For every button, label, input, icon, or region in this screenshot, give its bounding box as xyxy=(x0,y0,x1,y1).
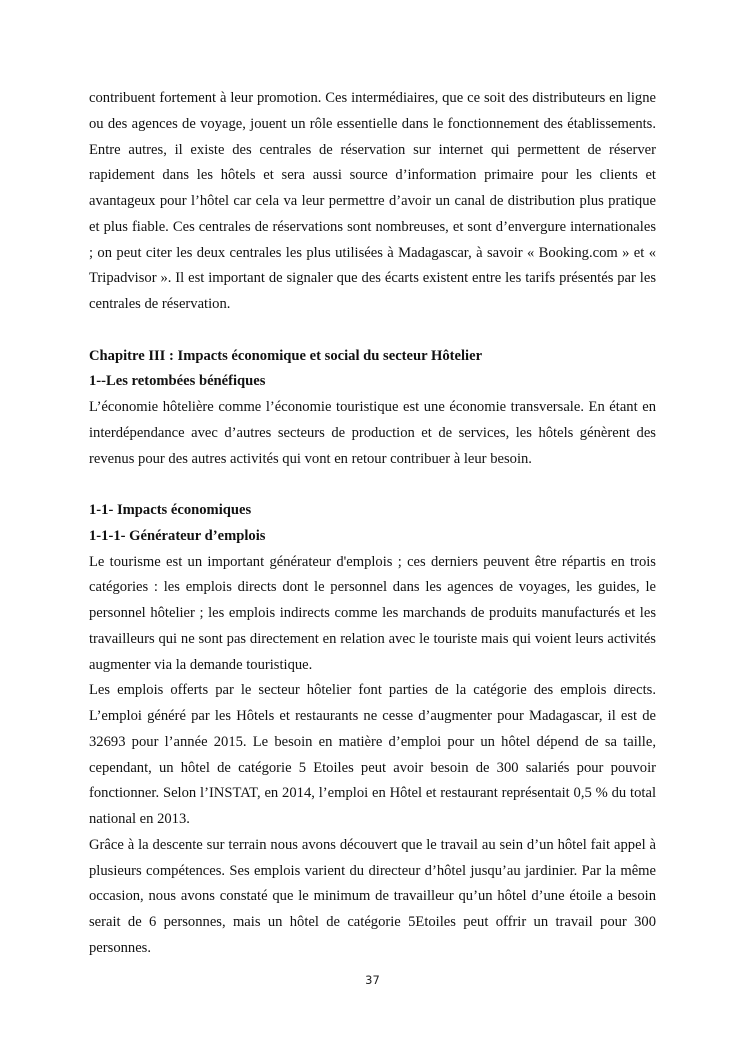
page-number: 37 xyxy=(365,973,380,987)
subsection-heading-generateur-emplois: 1-1-1- Générateur d’emplois xyxy=(89,527,266,544)
subsection-heading-impacts-economiques: 1-1- Impacts économiques xyxy=(89,502,252,518)
paragraph-descente-terrain: Grâce à la descente sur terrain nous avons découvert que le travail au sein d’un hôtel fait appel à plusieurs compétences. Ses emplois varient du directeur d’hôtel jusqu’au jardinier. Par la même occasion, nous avons constaté que le minimum de travailleur qu’un hôtel d’une étoile a besoin serait de 6 personnes, mais un hôtel de catégorie 5Etoiles peut offrir un travail pour 300 personnes. xyxy=(89,836,656,956)
paragraph-tourisme-emplois: Le tourisme est un important générateur d'emplois ; ces derniers peuvent être répartis en trois catégories : les emplois directs dont le personnel dans les agences de voyages, les guides, le personnel hôtelier ; les emplois indirects comme les marchands de produits manufacturés et les travailleurs qui ne sont pas directement en relation avec le touriste mais qui voient leurs activités augmenter via la demande touristique. xyxy=(89,553,656,673)
document-page-body xyxy=(89,86,656,962)
section-paragraph-retombees: L’économie hôtelière comme l’économie touristique est une économie transversale. En étant en interdépendance avec d’autres secteurs de production et de services, les hôtels génèrent des revenus pour des autres activités qui vont en retour contribuer à leur besoin. xyxy=(89,399,656,467)
chapter-title: Chapitre III : Impacts économique et social du secteur Hôtelier xyxy=(89,347,483,364)
intro-paragraph: contribuent fortement à leur promotion. Ces intermédiaires, que ce soit des distributeurs en ligne ou des agences de voyage, jouent un rôle essentielle dans le fonctionnement des établissements. Entre autres, il existe des centrales de réservation sur internet qui permettent de réserver rapidement dans les hôtels et sera aussi source d’information primaire pour les clients et avantageux pour l’hôtel car cela va leur permettre d’avoir un canal de distribution plus pratique et plus fiable. Ces centrales de réservations sont nombreuses, et sont d’envergure internationales ; on peut citer les deux centrales les plus utilisées à Madagascar, à savoir « Booking.com » et « Tripadvisor ». Il est important de signaler que des écarts existent entre les tarifs présentés par les centrales de réservation. xyxy=(89,90,656,312)
spacer xyxy=(89,472,656,498)
spacer xyxy=(89,318,656,344)
paragraph-emplois-hoteliers: Les emplois offerts par le secteur hôtelier font parties de la catégorie des emplois directs. L’emploi généré par les Hôtels et restaurants ne cesse d’augmenter pour Madagascar, il est de 32693 pour l’année 2015. Le besoin en matière d’emploi pour un hôtel dépend de sa taille, cependant, un hôtel de catégorie 5 Etoiles peut avoir besoin de 300 salariés pour pouvoir fonctionner. Selon l’INSTAT, en 2014, l’emploi en Hôtel et restaurant représentait 0,5 % du total national en 2013. xyxy=(89,682,656,827)
section-heading-retombees: 1--Les retombées bénéfiques xyxy=(89,373,266,390)
